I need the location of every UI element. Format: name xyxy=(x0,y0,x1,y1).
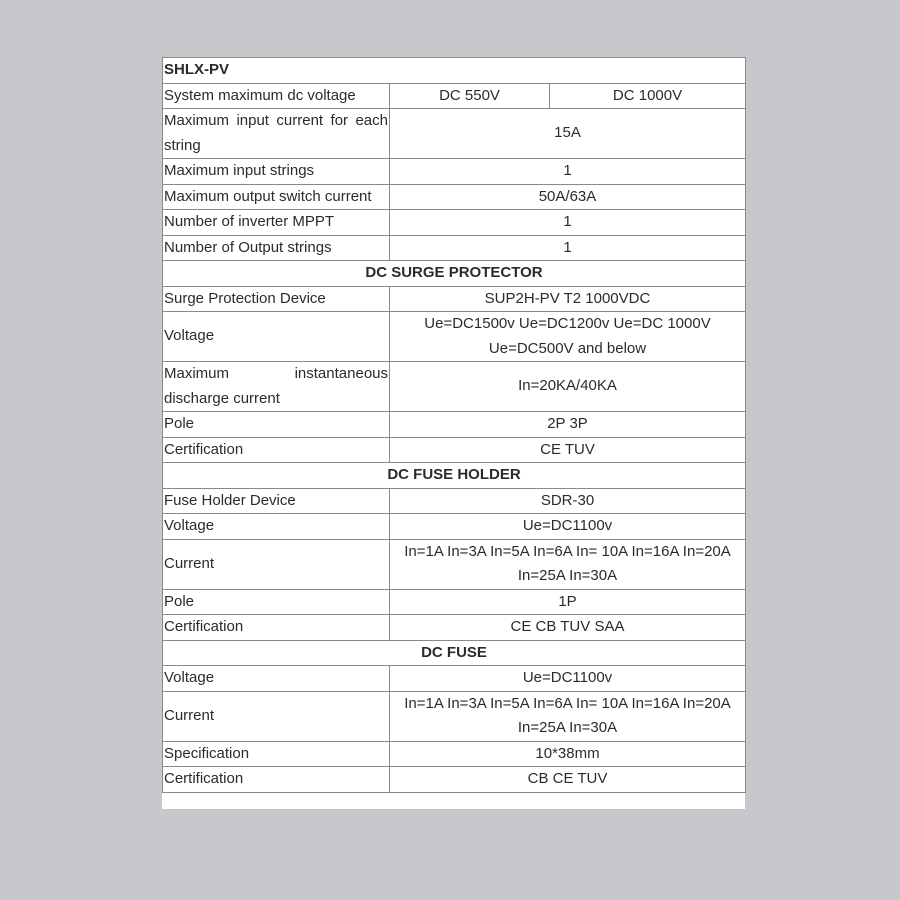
table-row xyxy=(163,159,746,185)
table-row xyxy=(163,235,746,261)
section-heading-fuse-holder: DC FUSE HOLDER xyxy=(163,463,746,489)
table-row xyxy=(163,412,746,438)
section-row xyxy=(163,463,746,489)
row-label: Number of Output strings xyxy=(163,235,390,261)
row-value: DC 550V xyxy=(390,83,550,109)
spec-sheet xyxy=(162,57,745,809)
table-row xyxy=(163,767,746,793)
table-row xyxy=(163,83,746,109)
row-value: 1P xyxy=(390,589,746,615)
row-label: Specification xyxy=(163,741,390,767)
row-label: Pole xyxy=(163,412,390,438)
table-row xyxy=(163,109,746,159)
row-value: In=20KA/40KA xyxy=(390,362,746,412)
row-label: Maximum input current for each string xyxy=(163,109,390,159)
table-row xyxy=(163,539,746,589)
table-row xyxy=(163,437,746,463)
row-label: Certification xyxy=(163,437,390,463)
table-row xyxy=(163,488,746,514)
row-value: 10*38mm xyxy=(390,741,746,767)
row-label: Current xyxy=(163,691,390,741)
row-value: CB CE TUV xyxy=(390,767,746,793)
table-row xyxy=(163,741,746,767)
row-label: Number of inverter MPPT xyxy=(163,210,390,236)
row-label: Maximum output switch current xyxy=(163,184,390,210)
row-value: In=1A In=3A In=5A In=6A In= 10A In=16A In=20A In=25A In=30A xyxy=(390,539,746,589)
row-label: Current xyxy=(163,539,390,589)
row-value: 50A/63A xyxy=(390,184,746,210)
row-value: SUP2H-PV T2 1000VDC xyxy=(390,286,746,312)
table-row xyxy=(163,184,746,210)
row-label: Voltage xyxy=(163,666,390,692)
row-label: Voltage xyxy=(163,312,390,362)
row-value: SDR-30 xyxy=(390,488,746,514)
section-row xyxy=(163,640,746,666)
row-value: 1 xyxy=(390,235,746,261)
table-title: SHLX-PV xyxy=(163,58,746,84)
table-row xyxy=(163,589,746,615)
row-value: DC 1000V xyxy=(550,83,746,109)
row-value: 15A xyxy=(390,109,746,159)
section-row xyxy=(163,261,746,287)
table-row xyxy=(163,362,746,412)
table-row xyxy=(163,286,746,312)
row-label: System maximum dc voltage xyxy=(163,83,390,109)
table-row xyxy=(163,514,746,540)
row-value: In=1A In=3A In=5A In=6A In= 10A In=16A In=20A In=25A In=30A xyxy=(390,691,746,741)
section-heading-fuse: DC FUSE xyxy=(163,640,746,666)
row-value: 1 xyxy=(390,210,746,236)
table-row xyxy=(163,691,746,741)
section-heading-surge: DC SURGE PROTECTOR xyxy=(163,261,746,287)
row-label: Pole xyxy=(163,589,390,615)
table-row xyxy=(163,312,746,362)
row-label: Certification xyxy=(163,615,390,641)
table-row xyxy=(163,666,746,692)
row-value: CE CB TUV SAA xyxy=(390,615,746,641)
row-value: 2P 3P xyxy=(390,412,746,438)
table-row xyxy=(163,58,746,84)
row-label: Fuse Holder Device xyxy=(163,488,390,514)
row-label: Certification xyxy=(163,767,390,793)
table-row xyxy=(163,210,746,236)
row-label: Maximum input strings xyxy=(163,159,390,185)
row-value: Ue=DC1100v xyxy=(390,666,746,692)
row-label: Voltage xyxy=(163,514,390,540)
row-label: Maximum instantaneous discharge current xyxy=(163,362,390,412)
row-value: 1 xyxy=(390,159,746,185)
row-value: Ue=DC1100v xyxy=(390,514,746,540)
table-row xyxy=(163,615,746,641)
row-value: CE TUV xyxy=(390,437,746,463)
row-label: Surge Protection Device xyxy=(163,286,390,312)
row-value: Ue=DC1500v Ue=DC1200v Ue=DC 1000V Ue=DC500V and below xyxy=(390,312,746,362)
spec-table xyxy=(162,57,746,793)
